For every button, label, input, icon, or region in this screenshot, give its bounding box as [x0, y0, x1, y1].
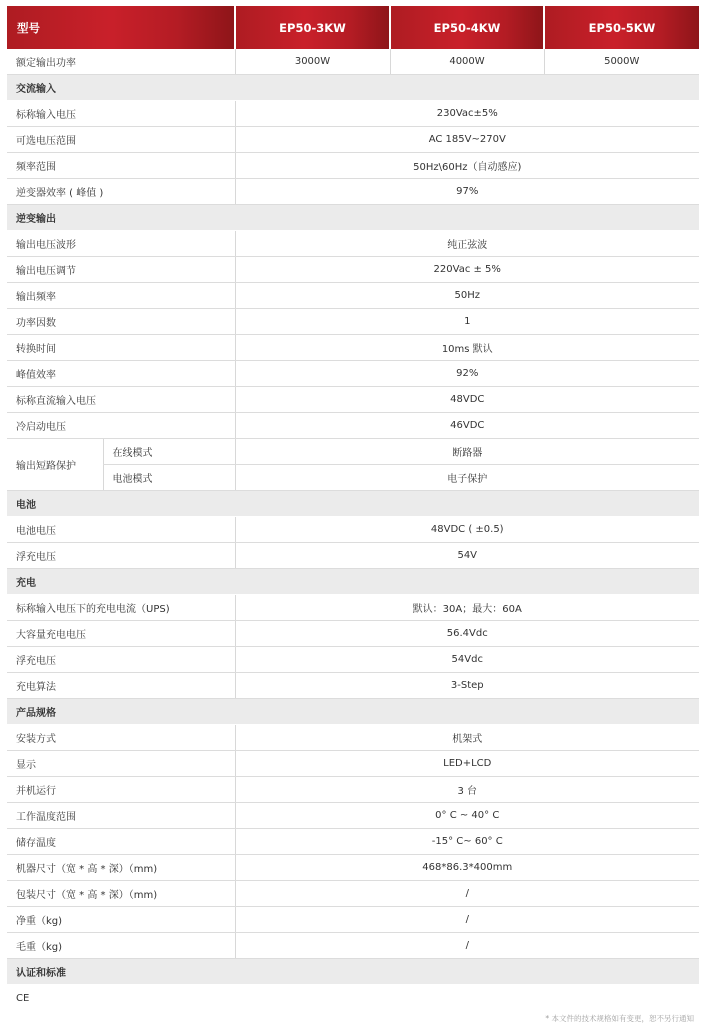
row-label: 浮充电压 [7, 543, 235, 569]
rated-power-3kw: 3000W [235, 49, 390, 75]
mode-label-online: 在线模式 [103, 439, 235, 465]
model-ep50-4kw: EP50-4KW [390, 6, 544, 49]
table-row [7, 127, 699, 153]
row-label: 净重（kg) [7, 907, 235, 933]
row-label: 功率因数 [7, 309, 235, 335]
table-row [7, 725, 699, 751]
section-header [7, 699, 699, 725]
table-row [7, 309, 699, 335]
row-label: 逆变器效率 ( 峰值 ) [7, 179, 235, 205]
row-label: 充电算法 [7, 673, 235, 699]
table-row [7, 647, 699, 673]
section-title-product-specs: 产品规格 [7, 699, 699, 725]
table-row [7, 673, 699, 699]
model-label: 型号 [7, 6, 235, 49]
spec-table [7, 6, 699, 1011]
table-row [7, 517, 699, 543]
table-row [7, 621, 699, 647]
table-row [7, 907, 699, 933]
row-label: 转换时间 [7, 335, 235, 361]
row-value: LED+LCD [235, 751, 699, 777]
row-label: 峰值效率 [7, 361, 235, 387]
table-row [7, 387, 699, 413]
model-ep50-5kw: EP50-5KW [544, 6, 699, 49]
rated-power-4kw: 4000W [390, 49, 544, 75]
row-label: 输出电压波形 [7, 231, 235, 257]
table-row [7, 465, 699, 491]
table-row [7, 829, 699, 855]
row-value: 纯正弦波 [235, 231, 699, 257]
table-row [7, 153, 699, 179]
row-value: 50Hz\60Hz（自动感应) [235, 153, 699, 179]
row-label: 机器尺寸（宽 * 高 * 深）（mm) [7, 855, 235, 881]
row-value: 电子保护 [235, 465, 699, 491]
row-value: 54Vdc [235, 647, 699, 673]
row-label: 工作温度范围 [7, 803, 235, 829]
row-label: 浮充电压 [7, 647, 235, 673]
table-row [7, 101, 699, 127]
row-label: 显示 [7, 751, 235, 777]
section-header [7, 959, 699, 985]
row-value: 220Vac ± 5% [235, 257, 699, 283]
row-value: -15° C~ 60° C [235, 829, 699, 855]
row-label: 冷启动电压 [7, 413, 235, 439]
table-row [7, 751, 699, 777]
table-row [7, 777, 699, 803]
table-row [7, 933, 699, 959]
row-value: 机架式 [235, 725, 699, 751]
row-label: 频率范围 [7, 153, 235, 179]
row-label: 大容量充电电压 [7, 621, 235, 647]
row-value: 48VDC ( ±0.5) [235, 517, 699, 543]
row-label: 输出电压调节 [7, 257, 235, 283]
row-label: 并机运行 [7, 777, 235, 803]
row-value: 468*86.3*400mm [235, 855, 699, 881]
table-row [7, 361, 699, 387]
table-row [7, 595, 699, 621]
row-label: 毛重（kg) [7, 933, 235, 959]
short-circuit-label: 输出短路保护 [7, 439, 103, 491]
table-row [7, 49, 699, 75]
row-value: 3 台 [235, 777, 699, 803]
section-title-charging: 充电 [7, 569, 699, 595]
row-value: 默认：30A；最大：60A [235, 595, 699, 621]
section-title-battery: 电池 [7, 491, 699, 517]
row-value: 0° C ~ 40° C [235, 803, 699, 829]
table-row [7, 543, 699, 569]
row-value: / [235, 907, 699, 933]
row-label: 电池电压 [7, 517, 235, 543]
table-row [7, 257, 699, 283]
row-value: 1 [235, 309, 699, 335]
row-label: 安装方式 [7, 725, 235, 751]
certification-value: CE [16, 992, 30, 1004]
row-value: 56.4Vdc [235, 621, 699, 647]
section-title-inverter-output: 逆变输出 [7, 205, 699, 231]
table-row [7, 881, 699, 907]
row-value: 48VDC [235, 387, 699, 413]
section-header [7, 75, 699, 101]
row-value: / [235, 933, 699, 959]
section-header [7, 569, 699, 595]
model-ep50-3kw: EP50-3KW [235, 6, 390, 49]
table-row [7, 985, 699, 1012]
row-label: 包装尺寸（宽 * 高 * 深）（mm) [7, 881, 235, 907]
row-value: 46VDC [235, 413, 699, 439]
row-value: 3-Step [235, 673, 699, 699]
row-label: 标称输入电压 [7, 101, 235, 127]
row-label: 标称直流输入电压 [7, 387, 235, 413]
section-header [7, 205, 699, 231]
row-value: 断路器 [235, 439, 699, 465]
row-value: 10ms 默认 [235, 335, 699, 361]
section-title-ac-input: 交流输入 [7, 75, 699, 101]
table-row [7, 855, 699, 881]
header-row [7, 6, 699, 49]
table-row [7, 231, 699, 257]
row-value: 230Vac±5% [235, 101, 699, 127]
row-value: / [235, 881, 699, 907]
row-label: 标称输入电压下的充电电流（UPS) [7, 595, 235, 621]
footnote: * 本文件的技术规格如有变更，恕不另行通知 [545, 1014, 694, 1023]
table-row [7, 803, 699, 829]
row-label: 可选电压范围 [7, 127, 235, 153]
table-row [7, 283, 699, 309]
row-value: 92% [235, 361, 699, 387]
row-value: AC 185V~270V [235, 127, 699, 153]
row-value: 54V [235, 543, 699, 569]
row-value: 50Hz [235, 283, 699, 309]
mode-label-battery: 电池模式 [103, 465, 235, 491]
section-header [7, 491, 699, 517]
table-row [7, 413, 699, 439]
row-label: 储存温度 [7, 829, 235, 855]
rated-power-5kw: 5000W [544, 49, 699, 75]
table-row [7, 335, 699, 361]
row-label: 额定输出功率 [7, 49, 235, 75]
row-value: 97% [235, 179, 699, 205]
row-label: 输出频率 [7, 283, 235, 309]
table-row [7, 179, 699, 205]
table-row [7, 439, 699, 465]
section-title-certification: 认证和标准 [7, 959, 699, 985]
